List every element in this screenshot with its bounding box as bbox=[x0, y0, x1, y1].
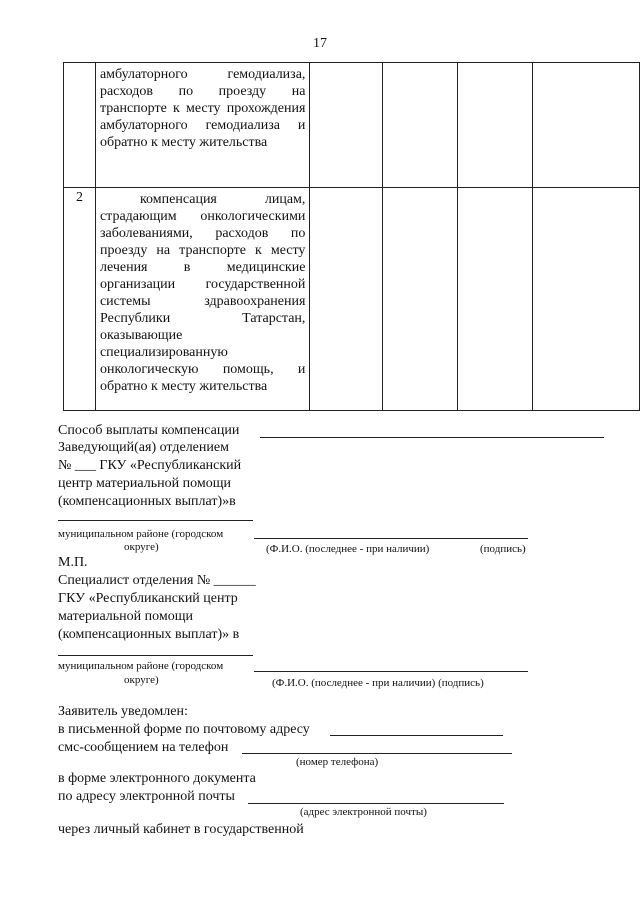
spec-line-1: Специалист отделения № ______ bbox=[58, 573, 256, 588]
spec-line-6: округе) bbox=[124, 674, 159, 686]
row-description: амбулаторного гемодиализа, расходов по проезду на транспорте к месту прохождения амбулаторного гемодиализа и обратно к месту жительства bbox=[95, 63, 309, 188]
head-line-1: Заведующий(ая) отделением bbox=[58, 440, 229, 455]
table-cell bbox=[458, 188, 533, 411]
notify-email: по адресу электронной почты bbox=[58, 789, 235, 804]
spec-line-3: материальной помощи bbox=[58, 609, 193, 624]
spec-line-5: муниципальном районе (городском bbox=[58, 660, 224, 672]
row-number bbox=[64, 63, 96, 188]
notify-cabinet: через личный кабинет в государственной bbox=[58, 822, 304, 837]
compensation-table bbox=[63, 62, 640, 411]
stamp-label: М.П. bbox=[58, 555, 88, 570]
table-cell bbox=[310, 63, 383, 188]
head-line-6: округе) bbox=[124, 541, 159, 553]
page-number: 17 bbox=[313, 36, 327, 51]
notify-title: Заявитель уведомлен: bbox=[58, 704, 188, 719]
postal-address-line bbox=[330, 735, 503, 736]
head-fio-hint: (Ф.И.О. (последнее - при наличии) bbox=[266, 543, 430, 555]
head-line-5: муниципальном районе (городском bbox=[58, 528, 224, 540]
spec-signature-line bbox=[254, 671, 528, 672]
email-hint: (адрес электронной почты) bbox=[300, 806, 427, 818]
head-signature-line bbox=[254, 538, 528, 539]
phone-hint: (номер телефона) bbox=[296, 756, 379, 768]
spec-fio-sign-hint: (Ф.И.О. (последнее - при наличии) (подпись) bbox=[272, 677, 484, 689]
phone-line bbox=[242, 753, 512, 754]
notify-sms: смс-сообщением на телефон bbox=[58, 740, 229, 755]
row-description: компенсация лицам, страдающим онкологическими заболеваниями, расходов по проезду на транспорте к месту лечения в медицинские организации государственной системы здравоохранения Республики Татарстан, оказывающие специализированную онкологическую помощь, и обратно к месту жительства bbox=[95, 188, 309, 411]
payment-method-label: Способ выплаты компенсации bbox=[58, 423, 240, 438]
table-cell bbox=[532, 63, 639, 188]
notify-postal: в письменной форме по почтовому адресу bbox=[58, 722, 310, 737]
notify-electronic: в форме электронного документа bbox=[58, 771, 256, 786]
district-line bbox=[58, 655, 253, 656]
district-line bbox=[58, 520, 253, 521]
table-row bbox=[64, 63, 640, 188]
head-line-2: № ___ ГКУ «Республиканский bbox=[58, 458, 242, 473]
table-cell bbox=[458, 63, 533, 188]
spec-line-4: (компенсационных выплат)» в bbox=[58, 627, 240, 642]
head-line-3: центр материальной помощи bbox=[58, 476, 231, 491]
head-line-4: (компенсационных выплат)»в bbox=[58, 494, 236, 509]
table-row bbox=[64, 188, 640, 411]
payment-method-line bbox=[260, 437, 604, 438]
table-cell bbox=[383, 63, 458, 188]
table-cell bbox=[532, 188, 639, 411]
spec-line-2: ГКУ «Республиканский центр bbox=[58, 591, 238, 606]
email-line bbox=[248, 803, 504, 804]
table-cell bbox=[383, 188, 458, 411]
row-number: 2 bbox=[64, 188, 96, 411]
head-sign-hint: (подпись) bbox=[480, 543, 526, 555]
table-cell bbox=[310, 188, 383, 411]
